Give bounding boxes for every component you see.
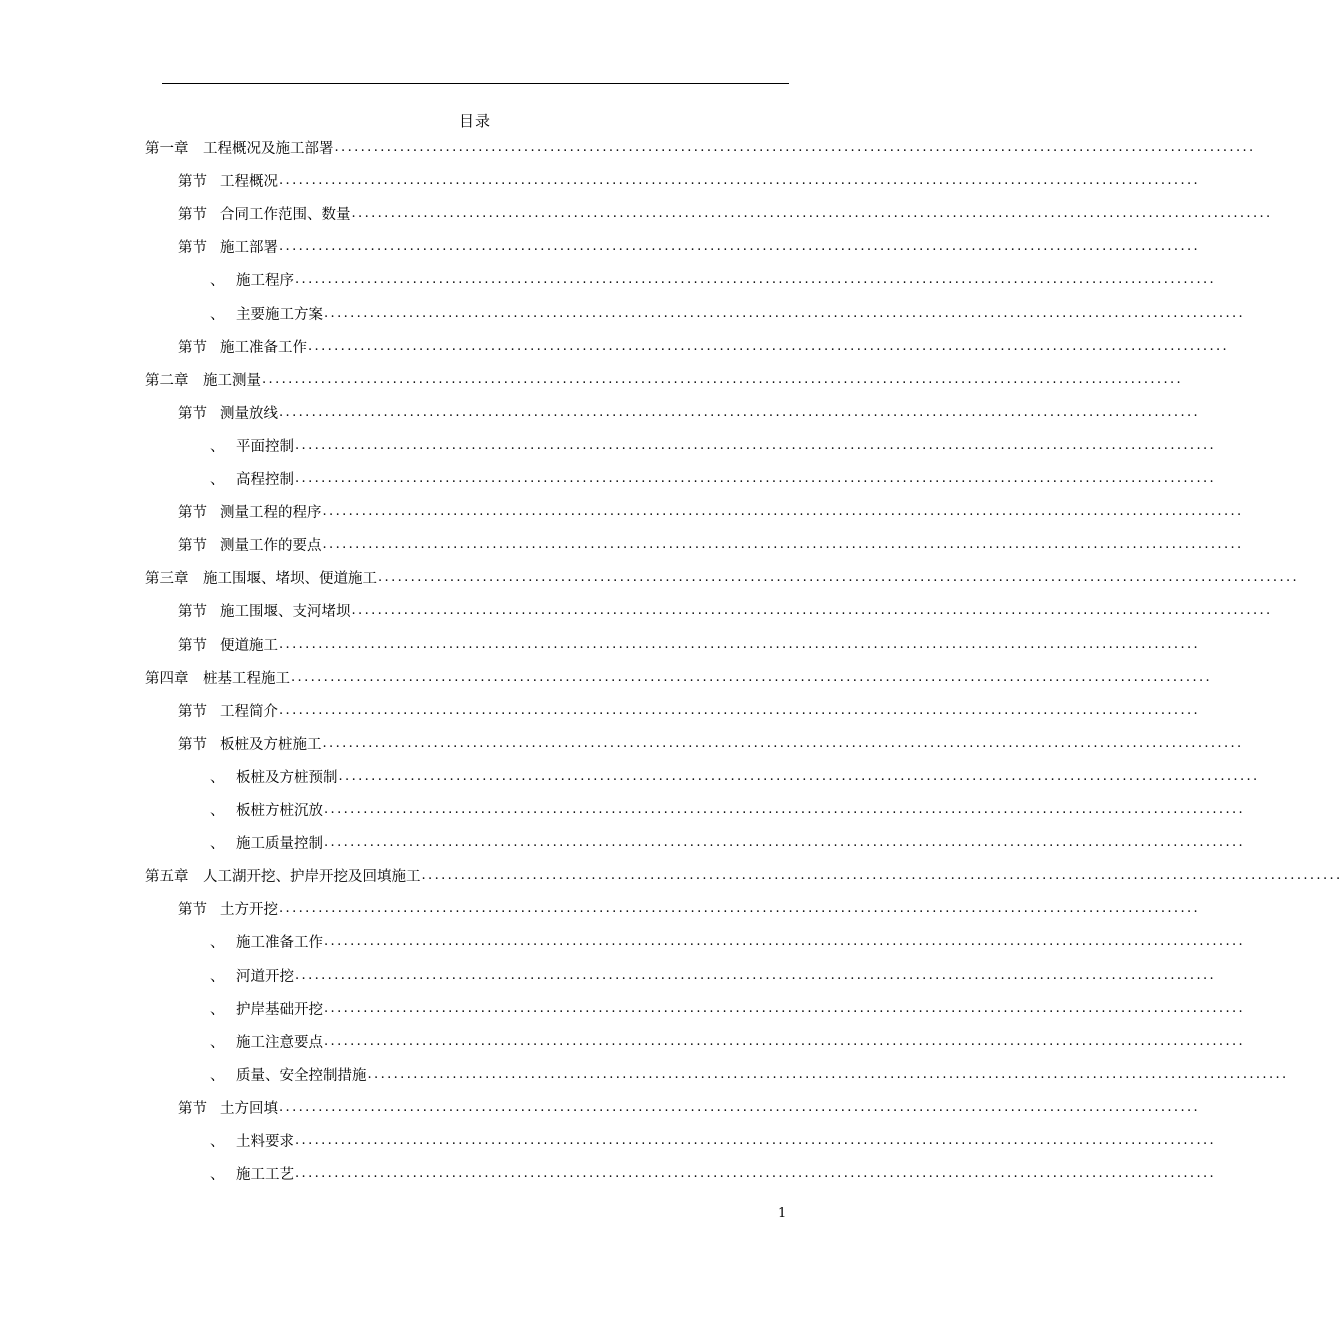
toc-dot-leader: ............................................................................................................................................. [378,570,1300,586]
toc-entry-number: 第三章 [145,571,189,588]
toc-dot-leader: ............................................................................................................................................. [367,1066,1289,1082]
toc-dot-leader: ............................................................................................................................................. [291,669,1213,685]
toc-entry[interactable] [178,528,1244,561]
toc-entry-number: 第节 [178,703,207,720]
toc-entry-title: 施工注意要点 [236,1034,323,1051]
toc-entry[interactable] [210,297,1246,330]
toc-entry[interactable] [210,793,1246,826]
toc-dot-leader: ............................................................................................................................................. [351,603,1273,619]
toc-entry-title: 便道施工 [220,637,278,654]
toc-entry-number: 第节 [178,538,207,555]
toc-dot-leader: ............................................................................................................................................. [295,967,1217,983]
toc-entry[interactable] [178,594,1273,627]
toc-dot-leader: ............................................................................................................................................. [324,1033,1246,1049]
toc-entry-title: 工程简介 [220,703,278,720]
toc-entry-number: 、 [210,438,225,455]
toc-entry-title: 土方开挖 [220,902,278,919]
toc-entry[interactable] [145,859,1343,892]
toc-entry-title: 护岸基础开挖 [236,1001,323,1018]
toc-entry-number: 、 [210,935,225,952]
toc-entry-title: 桩基工程施工 [203,670,290,687]
toc-entry-title: 测量工程的程序 [220,505,322,522]
toc-dot-leader: ............................................................................................................................................. [295,1133,1217,1148]
toc-entry-number: 第节 [178,339,207,356]
toc-dot-leader: ............................................................................................................................................. [295,471,1217,486]
toc-entry-title: 主要施工方案 [236,306,323,323]
toc-entry[interactable] [178,628,1201,661]
toc-entry-number: 第节 [178,207,207,224]
toc-entry[interactable] [178,892,1201,925]
toc-dot-leader: ............................................................................................................................................. [295,1166,1217,1182]
toc-dot-leader: ............................................................................................................................................. [262,371,1184,387]
toc-entry-title: 施工围堰、支河堵坝 [220,604,351,621]
toc-entry-number: 第节 [178,505,207,522]
toc-entry-title: 测量工作的要点 [220,538,322,555]
toc-dot-leader: ............................................................................................................................................. [279,901,1201,917]
toc-entry-number: 第节 [178,637,207,654]
toc-entry[interactable] [178,197,1273,230]
toc-entry-number: 第节 [178,405,207,422]
toc-dot-leader: ............................................................................................................................................. [324,934,1246,950]
toc-entry[interactable] [210,1124,1217,1157]
toc-dot-leader: ............................................................................................................................................. [322,735,1244,751]
toc-entry[interactable] [210,1058,1289,1091]
toc-dot-leader: ............................................................................................................................................. [279,239,1201,255]
toc-entry-number: 、 [210,769,225,786]
toc-entry-title: 板桩及方桩施工 [220,736,322,753]
toc-entry-number: 第五章 [145,869,189,886]
toc-entry-title: 板桩及方桩预制 [236,769,338,786]
toc-entry-number: 第节 [178,736,207,753]
toc-entry[interactable] [210,826,1246,859]
toc-entry[interactable] [210,1025,1246,1058]
toc-entry-number: 、 [210,273,225,290]
toc-entry[interactable] [145,363,1184,396]
toc-entry-title: 高程控制 [236,472,294,488]
toc-entry-number: 、 [210,306,225,323]
toc-dot-leader: ............................................................................................................................................. [334,140,1256,155]
page-number: 1 [778,1206,787,1221]
toc-dot-leader: ............................................................................................................................................. [322,504,1244,520]
toc-entry[interactable] [178,694,1201,727]
toc-entry[interactable] [210,760,1260,793]
toc-entry-title: 施工围堰、堵坝、便道施工 [203,571,377,588]
toc-entry-number: 第节 [178,240,207,257]
toc-entry-number: 、 [210,803,225,819]
toc-entry-title: 合同工作范围、数量 [220,207,351,224]
toc-entry-title: 测量放线 [220,405,278,422]
toc-entry-title: 板桩方桩沉放 [236,803,323,819]
toc-entry-number: 第节 [178,174,207,191]
toc-title: 目录 [458,112,491,130]
toc-entry-title: 平面控制 [236,438,294,455]
toc-entry[interactable] [145,131,1256,164]
toc-dot-leader: ............................................................................................................................................. [308,338,1230,354]
toc-entry-number: 、 [210,1034,225,1051]
toc-dot-leader: ............................................................................................................................................. [351,206,1273,222]
toc-dot-leader: ............................................................................................................................................. [324,835,1246,851]
toc-entry-number: 、 [210,1067,225,1084]
toc-entry[interactable] [178,495,1244,528]
toc-entry[interactable] [210,263,1217,296]
toc-entry-number: 第节 [178,902,207,919]
toc-entry[interactable] [178,396,1201,429]
toc-entry-title: 人工湖开挖、护岸开挖及回填施工 [203,869,421,886]
toc-dot-leader: ............................................................................................................................................. [295,437,1217,453]
toc-entry-number: 第节 [178,1100,207,1117]
toc-entry-number: 、 [210,968,225,985]
toc-entry-number: 第节 [178,604,207,621]
toc-entry-title: 河道开挖 [236,968,294,985]
toc-entry-number: 、 [210,1167,225,1184]
toc-entry[interactable] [178,230,1201,263]
toc-entry-title: 施工准备工作 [220,339,307,356]
toc-dot-leader: ............................................................................................................................................. [279,1099,1201,1115]
toc-entry[interactable] [210,959,1217,992]
header-rule [162,83,789,84]
toc-entry[interactable] [210,429,1217,462]
toc-dot-leader: ............................................................................................................................................. [279,404,1201,420]
toc-entry-title: 施工工艺 [236,1167,294,1184]
toc-entry-title: 土料要求 [236,1134,294,1150]
toc-entry-number: 、 [210,1001,225,1018]
toc-dot-leader: ............................................................................................................................................. [324,802,1246,817]
toc-entry-number: 、 [210,1134,225,1150]
toc-dot-leader: ............................................................................................................................................. [322,537,1244,553]
toc-entry[interactable] [210,462,1217,495]
toc-dot-leader: ............................................................................................................................................. [295,272,1217,288]
toc-entry-title: 工程概况及施工部署 [203,141,334,157]
toc-dot-leader: ............................................................................................................................................. [324,305,1246,321]
toc-entry[interactable] [210,925,1246,958]
toc-entry-title: 质量、安全控制措施 [236,1067,367,1084]
toc-entry[interactable] [145,561,1300,594]
toc-entry-number: 第一章 [145,141,189,157]
toc-dot-leader: ............................................................................................................................................. [279,173,1201,189]
toc-dot-leader: ............................................................................................................................................. [421,868,1343,884]
toc-entry[interactable] [210,1157,1217,1190]
toc-dot-leader: ............................................................................................................................................. [324,1000,1246,1016]
toc-entry-number: 第二章 [145,372,189,389]
toc-entry-title: 施工准备工作 [236,935,323,952]
toc-entry-number: 、 [210,836,225,853]
toc-entry[interactable] [178,330,1230,363]
toc-entry-title: 工程概况 [220,174,278,191]
toc-entry[interactable] [145,661,1213,694]
toc-entry-number: 第四章 [145,670,189,687]
toc-entry[interactable] [178,1091,1201,1124]
toc-entry[interactable] [178,727,1244,760]
toc-dot-leader: ............................................................................................................................................. [338,768,1260,784]
toc-dot-leader: ............................................................................................................................................. [279,636,1201,652]
toc-entry-title: 施工质量控制 [236,836,323,853]
toc-entry-title: 土方回填 [220,1100,278,1117]
toc-entry-title: 施工测量 [203,372,261,389]
toc-entry[interactable] [178,164,1201,197]
toc-entry[interactable] [210,992,1246,1025]
toc-dot-leader: ............................................................................................................................................. [279,702,1201,718]
toc-entry-title: 施工部署 [220,240,278,257]
toc-entry-number: 、 [210,472,225,488]
toc-entry-title: 施工程序 [236,273,294,290]
